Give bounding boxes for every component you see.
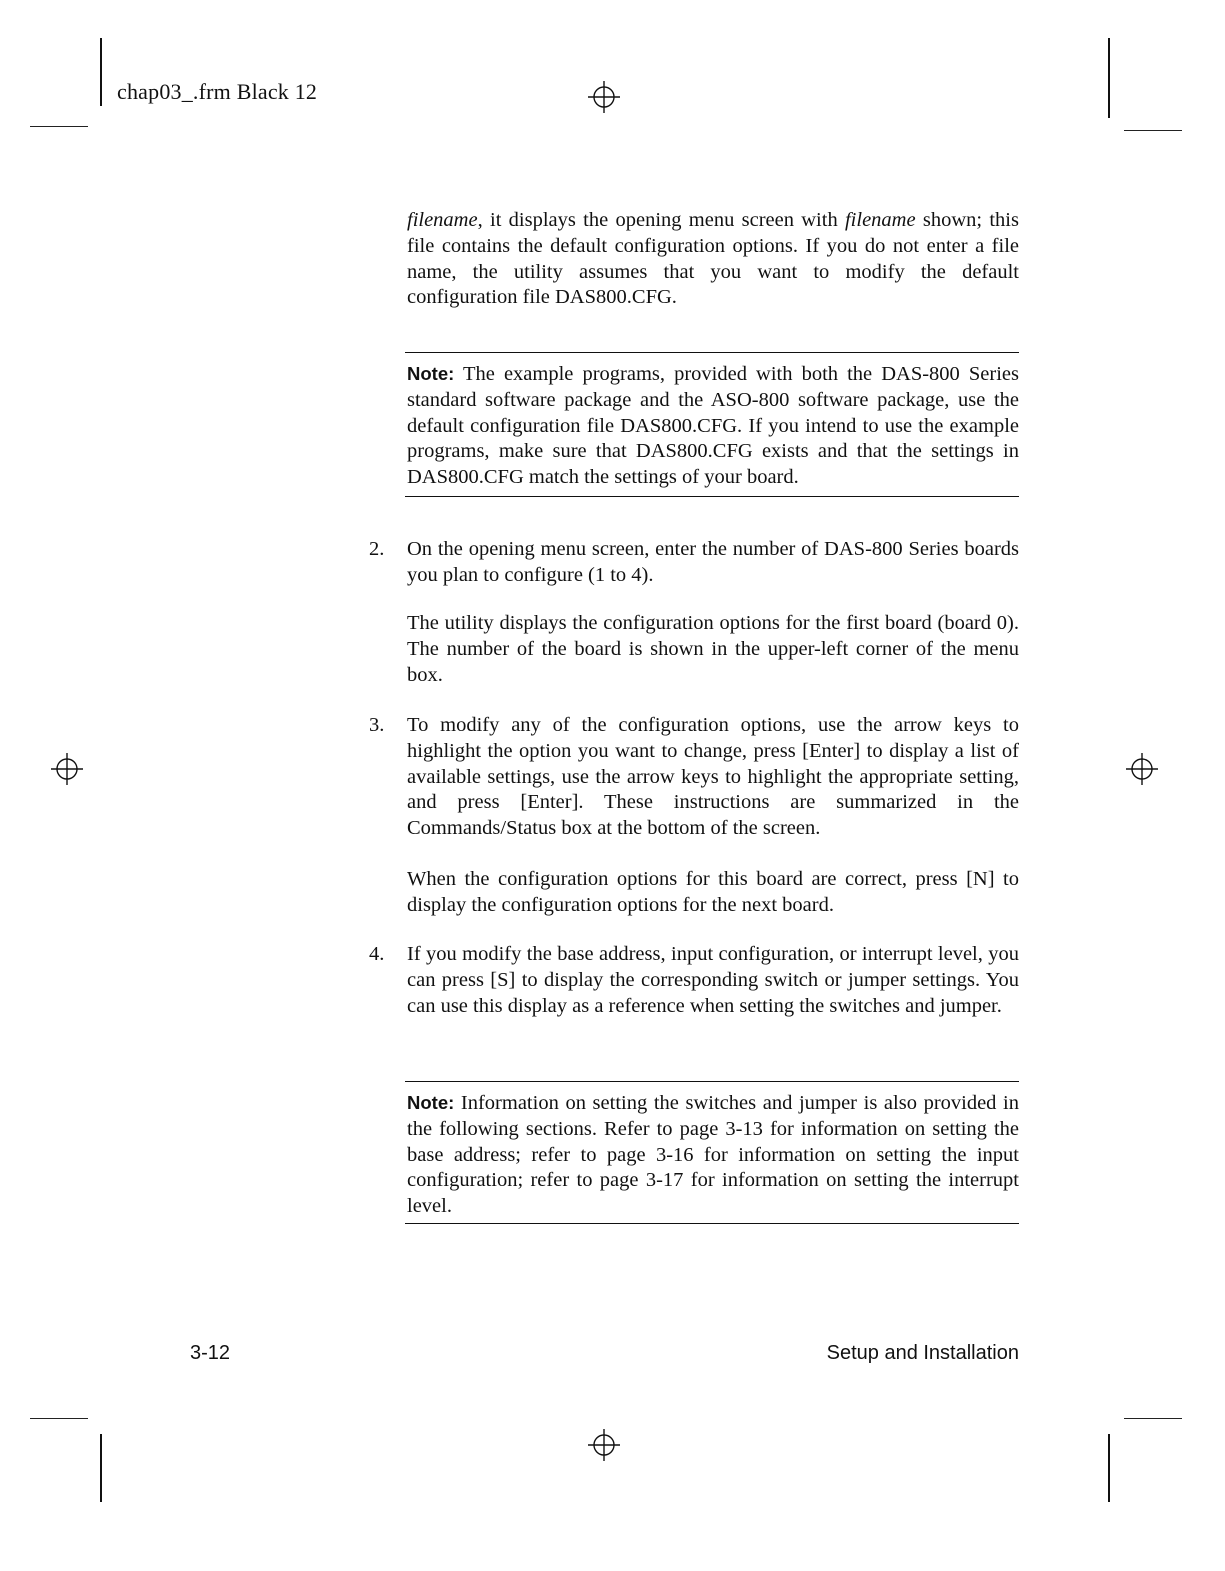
- crop-mark-top-left-horizontal: [30, 126, 88, 127]
- note2-paragraph: [407, 1090, 1019, 1220]
- footer-section-title: Setup and Installation: [826, 1342, 1019, 1364]
- note2-label: Note:: [407, 1092, 455, 1113]
- note2-bottom-rule: [405, 1223, 1019, 1224]
- step-3-number: 3.: [369, 714, 385, 736]
- footer-page-number: 3-12: [190, 1342, 231, 1364]
- step-2-number: 2.: [369, 538, 385, 560]
- step-2-text: On the opening menu screen, enter the number of DAS-800 Series boards you plan to configure (1 to 4).: [407, 538, 1019, 586]
- crop-mark-bottom-left-horizontal: [30, 1418, 88, 1419]
- crop-mark-bottom-left-vertical: [100, 1434, 102, 1502]
- registration-mark-top-icon: [587, 80, 621, 114]
- note1-text: The example programs, provided with both the DAS-800 Series standard software package and the ASO-800 software package, use the default configuration file DAS800.CFG. If you intend to use the example programs, make sure that DAS800.CFG exists and that the settings in DAS800.CFG match the settings of your board.: [407, 363, 1019, 489]
- registration-mark-bottom-icon: [587, 1428, 621, 1462]
- crop-mark-bottom-right-horizontal: [1124, 1418, 1182, 1419]
- intro-text-a: , it displays the opening menu screen with: [477, 209, 845, 231]
- filename-term-2: filename: [844, 209, 916, 231]
- registration-mark-right-icon: [1125, 752, 1159, 786]
- crop-mark-top-right-vertical: [1108, 38, 1110, 118]
- step-2-followup: The utility displays the configuration options for the first board (board 0). The number of the board is shown in the upper-left corner of the menu box.: [407, 612, 1019, 686]
- crop-mark-top-right-horizontal: [1124, 130, 1182, 131]
- note2-text: Information on setting the switches and jumper is also provided in the following sections. Refer to page 3-13 for information on setting the base address; refer to page 3-16 for information on setting the input configuration; refer to page 3-17 for information on setting the interrupt level.: [407, 1092, 1019, 1218]
- registration-mark-left-icon: [50, 752, 84, 786]
- crop-mark-top-left-vertical: [100, 38, 102, 106]
- step-4-text: If you modify the base address, input configuration, or interrupt level, you can press [S] to display the corresponding switch or jumper settings. You can use this display as a reference when setting the switches and jumper.: [407, 943, 1019, 1017]
- note1-paragraph: [407, 361, 1019, 491]
- crop-mark-bottom-right-vertical: [1108, 1434, 1110, 1502]
- filename-term: filename: [407, 209, 478, 231]
- step-4-number: 4.: [369, 943, 385, 965]
- step-3-followup: When the configuration options for this board are correct, press [N] to display the configuration options for the next board.: [407, 868, 1019, 916]
- header-slug: chap03_.frm Black 12: [117, 79, 318, 104]
- intro-text-b: shown; this file contains the default configuration options. If you do not enter a file name, the utility assumes that you want to modify the default configuration file DAS800.CFG.: [407, 209, 1019, 309]
- note1-top-rule: [405, 352, 1019, 353]
- step-3-text: To modify any of the configuration options, use the arrow keys to highlight the option you want to change, press [Enter] to display a list of available settings, use the arrow keys to highlight the appropriate setting, and press [Enter]. These instructions are summarized in the Commands/Status box at the bottom of the screen.: [407, 714, 1019, 840]
- note2-top-rule: [405, 1081, 1019, 1082]
- note1-bottom-rule: [405, 496, 1019, 497]
- intro-paragraph: [407, 208, 1019, 311]
- note1-label: Note:: [407, 363, 455, 384]
